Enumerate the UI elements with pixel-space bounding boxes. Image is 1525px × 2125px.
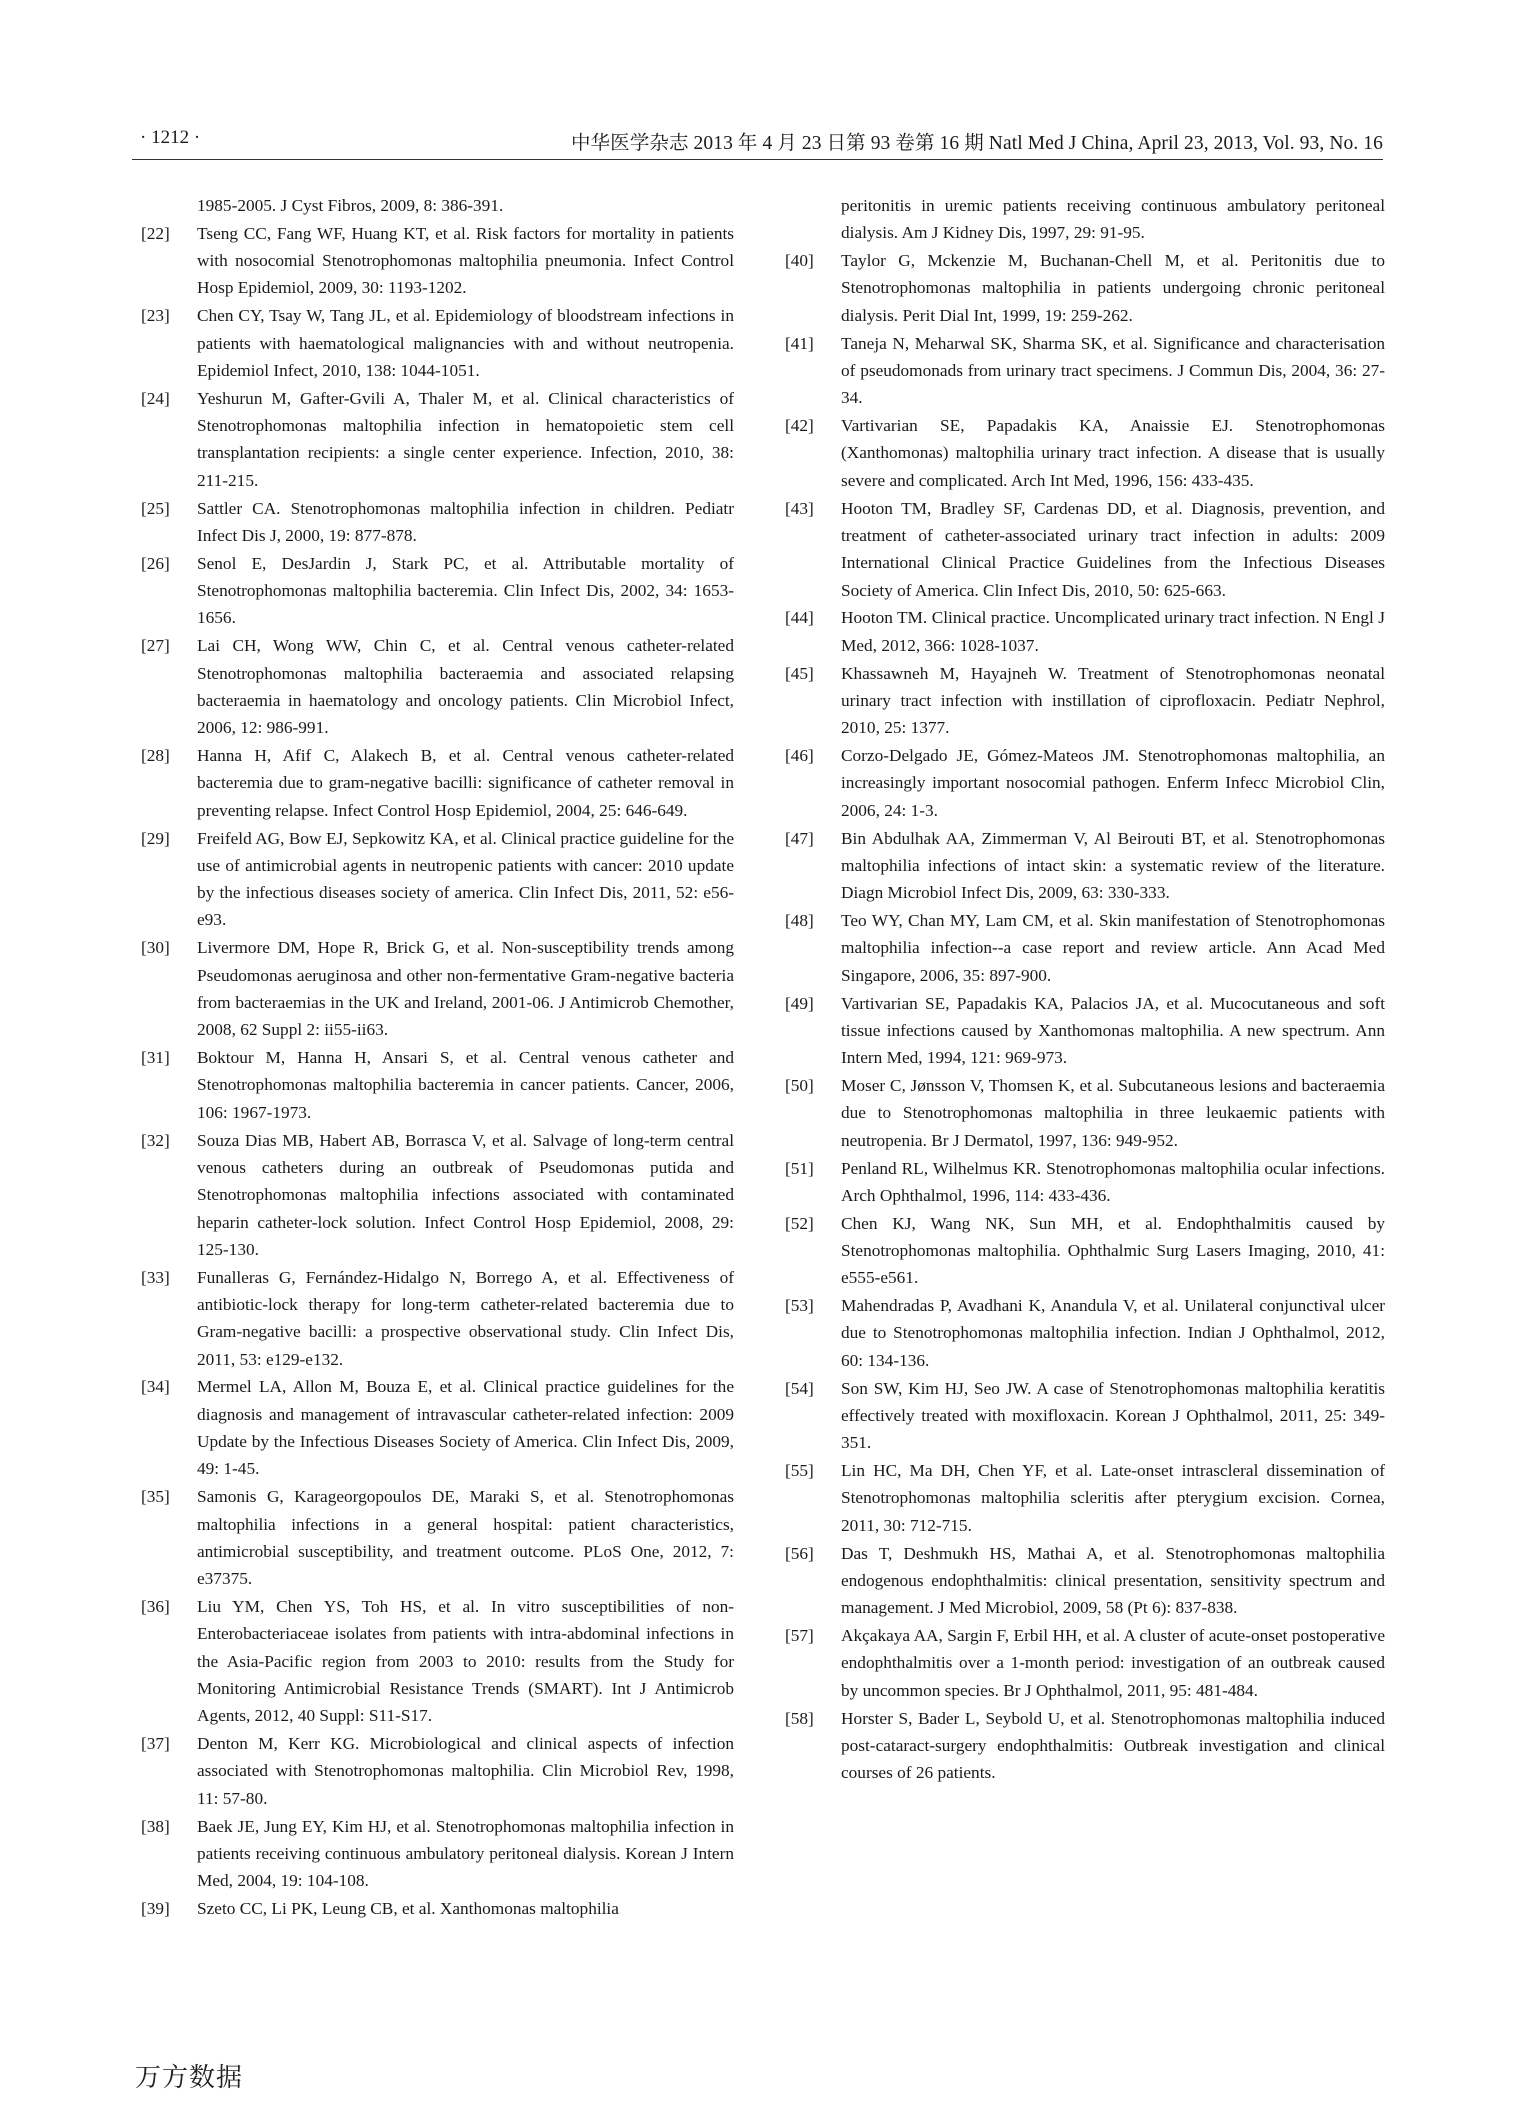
reference-entry: [141, 1813, 734, 1895]
reference-number: [50]: [785, 1076, 814, 1096]
reference-entry: [141, 825, 734, 934]
reference-number: [52]: [785, 1213, 814, 1233]
reference-text: Senol E, DesJardin J, Stark PC, et al. Attributable mortality of Stenotrophomonas maltophilia bacteremia. Clin Infect Dis, 2002, 34: 1653-1656.: [197, 553, 734, 628]
reference-text: Freifeld AG, Bow EJ, Sepkowitz KA, et al. Clinical practice guideline for the use of antimicrobial agents in neutropenic patients with cancer: 2010 update by the infectious diseases society of america. Clin Infect Dis, 2011, 52: e56-e93.: [197, 828, 734, 930]
reference-text: Mahendradas P, Avadhani K, Anandula V, et al. Unilateral conjunctival ulcer due to Stenotrophomonas maltophilia infection. Indian J Ophthalmol, 2012, 60: 134-136.: [841, 1296, 1385, 1370]
reference-number: [51]: [785, 1158, 814, 1178]
reference-number: [23]: [141, 306, 170, 326]
reference-text: Vartivarian SE, Papadakis KA, Palacios JA, et al. Mucocutaneous and soft tissue infections caused by Xanthomonas maltophilia. A new spectrum. Ann Intern Med, 1994, 121: 969-973.: [841, 993, 1385, 1068]
reference-entry: [141, 550, 734, 632]
reference-entry: [141, 1593, 734, 1729]
reference-number: [27]: [141, 636, 170, 656]
reference-number: [32]: [141, 1130, 170, 1150]
reference-number: [38]: [141, 1816, 170, 1836]
reference-text: Denton M, Kerr KG. Microbiological and clinical aspects of infection associated with Stenotrophomonas maltophilia. Clin Microbiol Rev, 1998, 11: 57-80.: [197, 1734, 734, 1808]
reference-text: peritonitis in uremic patients receiving continuous ambulatory peritoneal dialysis. Am J Kidney Dis, 1997, 29: 91-95.: [841, 196, 1385, 243]
reference-number: [48]: [785, 911, 814, 931]
reference-text: Lai CH, Wong WW, Chin C, et al. Central venous catheter-related Stenotrophomonas maltophilia bacteraemia and associated relapsing bacteraemia in haematology and oncology patients. Clin Microbiol Infect, 2006, 12: 986-991.: [197, 636, 734, 738]
reference-text: Hooton TM. Clinical practice. Uncomplicated urinary tract infection. N Engl J Med, 2012, 366: 1028-1037.: [841, 608, 1385, 655]
reference-text: Hooton TM, Bradley SF, Cardenas DD, et al. Diagnosis, prevention, and treatment of catheter-associated urinary tract infection in adults: 2009 International Clinical Practice Guidelines from the Infectious Diseases Society of America. Clin Infect Dis, 2010, 50: 625-663.: [841, 498, 1385, 600]
reference-entry: [141, 192, 734, 219]
reference-number: [49]: [785, 993, 814, 1013]
reference-number: [22]: [141, 223, 170, 243]
reference-text: Horster S, Bader L, Seybold U, et al. Stenotrophomonas maltophilia induced post-cataract-surgery endophthalmitis: Outbreak investigation and clinical courses of 26 patients.: [841, 1708, 1385, 1783]
reference-text: Corzo-Delgado JE, Gómez-Mateos JM. Stenotrophomonas maltophilia, an increasingly important nosocomial pathogen. Enferm Infecc Microbiol Clin, 2006, 24: 1-3.: [841, 746, 1385, 820]
reference-number: [35]: [141, 1487, 170, 1507]
reference-entry: [141, 934, 734, 1043]
reference-number: [58]: [785, 1708, 814, 1728]
reference-entry: [141, 1373, 734, 1482]
reference-text: Funalleras G, Fernández-Hidalgo N, Borrego A, et al. Effectiveness of antibiotic-lock therapy for long-term catheter-related bacteremia due to Gram-negative bacilli: a prospective observational study. Clin Infect Dis, 2011, 53: e129-e132.: [197, 1267, 734, 1369]
reference-entry: [785, 1622, 1385, 1704]
reference-number: [39]: [141, 1899, 170, 1919]
reference-entry: [785, 192, 1385, 247]
reference-number: [42]: [785, 416, 814, 436]
reference-number: [57]: [785, 1626, 814, 1646]
reference-text: Sattler CA. Stenotrophomonas maltophilia infection in children. Pediatr Infect Dis J, 2000, 19: 877-878.: [197, 498, 734, 545]
reference-number: [36]: [141, 1597, 170, 1617]
reference-entry: [141, 632, 734, 741]
reference-text: Chen CY, Tsay W, Tang JL, et al. Epidemiology of bloodstream infections in patients with haematological malignancies with and without neutropenia. Epidemiol Infect, 2010, 138: 1044-1051.: [197, 306, 734, 380]
reference-text: Livermore DM, Hope R, Brick G, et al. Non-susceptibility trends among Pseudomonas aeruginosa and other non-fermentative Gram-negative bacteria from bacteraemias in the UK and Ireland, 2001-06. J Antimicrob Chemother, 2008, 62 Suppl 2: ii55-ii63.: [197, 938, 734, 1040]
reference-entry: [141, 1483, 734, 1592]
reference-entry: [785, 1375, 1385, 1457]
reference-entry: [785, 990, 1385, 1072]
reference-entry: [141, 495, 734, 550]
reference-text: Yeshurun M, Gafter-Gvili A, Thaler M, et al. Clinical characteristics of Stenotrophomonas maltophilia infection in hematopoietic stem cell transplantation recipients: a single center experience. Infection, 2010, 38: 211-215.: [197, 388, 734, 490]
reference-number: [56]: [785, 1543, 814, 1563]
reference-entry: [785, 1155, 1385, 1210]
reference-number: [28]: [141, 746, 170, 766]
page-number: · 1212 ·: [140, 127, 201, 148]
reference-text: Hanna H, Afif C, Alakech B, et al. Central venous catheter-related bacteremia due to gram-negative bacilli: significance of catheter removal in preventing relapse. Infect Control Hosp Epidemiol, 2004, 25: 646-649.: [197, 746, 734, 820]
reference-entry: [785, 330, 1385, 412]
reference-number: [55]: [785, 1461, 814, 1481]
watermark-logo: 万方数据: [135, 2063, 244, 2093]
reference-entry: [141, 1127, 734, 1263]
reference-number: [26]: [141, 553, 170, 573]
reference-text: Liu YM, Chen YS, Toh HS, et al. In vitro susceptibilities of non-Enterobacteriaceae isolates from patients with intra-abdominal infections in the Asia-Pacific region from 2003 to 2010: results from the Study for Monitoring Antimicrobial Resistance Trends (SMART). Int J Antimicrob Agents, 2012, 40 Suppl: S11-S17.: [197, 1597, 734, 1726]
reference-entry: [785, 1072, 1385, 1154]
reference-entry: [785, 1457, 1385, 1539]
reference-number: [24]: [141, 388, 170, 408]
reference-text: Taneja N, Meharwal SK, Sharma SK, et al. Significance and characterisation of pseudomonads from urinary tract specimens. J Commun Dis, 2004, 36: 27-34.: [841, 333, 1385, 408]
reference-entry: [141, 385, 734, 494]
running-header: [0, 127, 1525, 157]
reference-text: Penland RL, Wilhelmus KR. Stenotrophomonas maltophilia ocular infections. Arch Ophthalmol, 1996, 114: 433-436.: [841, 1158, 1385, 1205]
reference-entry: [141, 1730, 734, 1812]
journal-citation: 中华医学杂志 2013 年 4 月 23 日第 93 卷第 16 期 Natl Med J China, April 23, 2013, Vol. 93, No. 16: [570, 133, 1383, 154]
reference-number: [29]: [141, 828, 170, 848]
reference-number: [44]: [785, 608, 814, 628]
reference-number: [54]: [785, 1378, 814, 1398]
reference-number: [45]: [785, 663, 814, 683]
reference-text: Tseng CC, Fang WF, Huang KT, et al. Risk factors for mortality in patients with nosocomial Stenotrophomonas maltophilia pneumonia. Infect Control Hosp Epidemiol, 2009, 30: 1193-1202.: [197, 223, 734, 298]
reference-text: Taylor G, Mckenzie M, Buchanan-Chell M, et al. Peritonitis due to Stenotrophomonas maltophilia in patients undergoing chronic peritoneal dialysis. Perit Dial Int, 1999, 19: 259-262.: [841, 251, 1385, 325]
reference-entry: [141, 1044, 734, 1126]
reference-entry: [785, 1540, 1385, 1622]
reference-text: Vartivarian SE, Papadakis KA, Anaissie EJ. Stenotrophomonas (Xanthomonas) maltophilia urinary tract infection. A disease that is usually severe and complicated. Arch Int Med, 1996, 156: 433-435.: [841, 416, 1385, 490]
reference-text: Khassawneh M, Hayajneh W. Treatment of Stenotrophomonas neonatal urinary tract infection with instillation of ciprofloxacin. Pediatr Nephrol, 2010, 25: 1377.: [841, 663, 1385, 738]
reference-number: [46]: [785, 746, 814, 766]
references-right-column: [785, 192, 1385, 1787]
reference-entry: [785, 412, 1385, 494]
reference-text: Mermel LA, Allon M, Bouza E, et al. Clinical practice guidelines for the diagnosis and management of intravascular catheter-related infection: 2009 Update by the Infectious Diseases Society of America. Clin Infect Dis, 2009, 49: 1-45.: [197, 1377, 734, 1479]
reference-entry: [785, 1210, 1385, 1292]
reference-entry: [141, 302, 734, 384]
reference-entry: [785, 660, 1385, 742]
reference-text: Lin HC, Ma DH, Chen YF, et al. Late-onset intrascleral dissemination of Stenotrophomonas maltophilia scleritis after pterygium excision. Cornea, 2011, 30: 712-715.: [841, 1461, 1385, 1535]
reference-number: [33]: [141, 1267, 170, 1287]
reference-text: 1985-2005. J Cyst Fibros, 2009, 8: 386-391.: [197, 196, 504, 215]
reference-entry: [785, 247, 1385, 329]
reference-number: [31]: [141, 1048, 170, 1068]
references-left-column: [141, 192, 734, 1923]
reference-entry: [785, 907, 1385, 989]
reference-number: [37]: [141, 1734, 170, 1754]
reference-entry: [785, 604, 1385, 659]
reference-text: Son SW, Kim HJ, Seo JW. A case of Stenotrophomonas maltophilia keratitis effectively treated with moxifloxacin. Korean J Ophthalmol, 2011, 25: 349-351.: [841, 1378, 1385, 1453]
reference-text: Samonis G, Karageorgopoulos DE, Maraki S, et al. Stenotrophomonas maltophilia infections in a general hospital: patient characteristics, antimicrobial susceptibility, and treatment outcome. PLoS One, 2012, 7: e37375.: [197, 1487, 734, 1589]
reference-text: Chen KJ, Wang NK, Sun MH, et al. Endophthalmitis caused by Stenotrophomonas maltophilia. Ophthalmic Surg Lasers Imaging, 2010, 41: e555-e561.: [841, 1213, 1385, 1288]
reference-text: Das T, Deshmukh HS, Mathai A, et al. Stenotrophomonas maltophilia endogenous endophthalmitis: clinical presentation, sensitivity spectrum and management. J Med Microbiol, 2009, 58 (Pt 6): 837-838.: [841, 1543, 1385, 1618]
reference-text: Souza Dias MB, Habert AB, Borrasca V, et al. Salvage of long-term central venous catheters during an outbreak of Pseudomonas putida and Stenotrophomonas maltophilia infections associated with contaminated heparin catheter-lock solution. Infect Control Hosp Epidemiol, 2008, 29: 125-130.: [197, 1130, 734, 1259]
reference-entry: [141, 742, 734, 824]
reference-number: [41]: [785, 333, 814, 353]
reference-number: [53]: [785, 1296, 814, 1316]
reference-text: Boktour M, Hanna H, Ansari S, et al. Central venous catheter and Stenotrophomonas maltophilia bacteremia in cancer patients. Cancer, 2006, 106: 1967-1973.: [197, 1048, 734, 1122]
reference-entry: [141, 220, 734, 302]
reference-entry: [785, 1705, 1385, 1787]
reference-text: Teo WY, Chan MY, Lam CM, et al. Skin manifestation of Stenotrophomonas maltophilia infection--a case report and review article. Ann Acad Med Singapore, 2006, 35: 897-900.: [841, 911, 1385, 985]
reference-number: [25]: [141, 498, 170, 518]
reference-entry: [785, 825, 1385, 907]
reference-number: [30]: [141, 938, 170, 958]
reference-text: Szeto CC, Li PK, Leung CB, et al. Xanthomonas maltophilia: [197, 1899, 619, 1919]
reference-text: Moser C, Jønsson V, Thomsen K, et al. Subcutaneous lesions and bacteraemia due to Stenotrophomonas maltophilia in three leukaemic patients with neutropenia. Br J Dermatol, 1997, 136: 949-952.: [841, 1076, 1385, 1150]
reference-entry: [141, 1264, 734, 1373]
reference-number: [43]: [785, 498, 814, 518]
reference-number: [47]: [785, 828, 814, 848]
reference-entry: [785, 495, 1385, 604]
reference-number: [34]: [141, 1377, 170, 1397]
reference-entry: [785, 742, 1385, 824]
reference-text: Akçakaya AA, Sargin F, Erbil HH, et al. A cluster of acute-onset postoperative endophthalmitis over a 1-month period: investigation of an outbreak caused by uncommon species. Br J Ophthalmol, 2011, 95: 481-484.: [841, 1626, 1385, 1700]
header-rule: [132, 159, 1383, 160]
reference-entry: [785, 1292, 1385, 1374]
reference-number: [40]: [785, 251, 814, 271]
reference-text: Bin Abdulhak AA, Zimmerman V, Al Beirouti BT, et al. Stenotrophomonas maltophilia infections of intact skin: a systematic review of the literature. Diagn Microbiol Infect Dis, 2009, 63: 330-333.: [841, 828, 1385, 903]
reference-entry: [141, 1895, 734, 1922]
reference-text: Baek JE, Jung EY, Kim HJ, et al. Stenotrophomonas maltophilia infection in patients receiving continuous ambulatory peritoneal dialysis. Korean J Intern Med, 2004, 19: 104-108.: [197, 1816, 734, 1891]
